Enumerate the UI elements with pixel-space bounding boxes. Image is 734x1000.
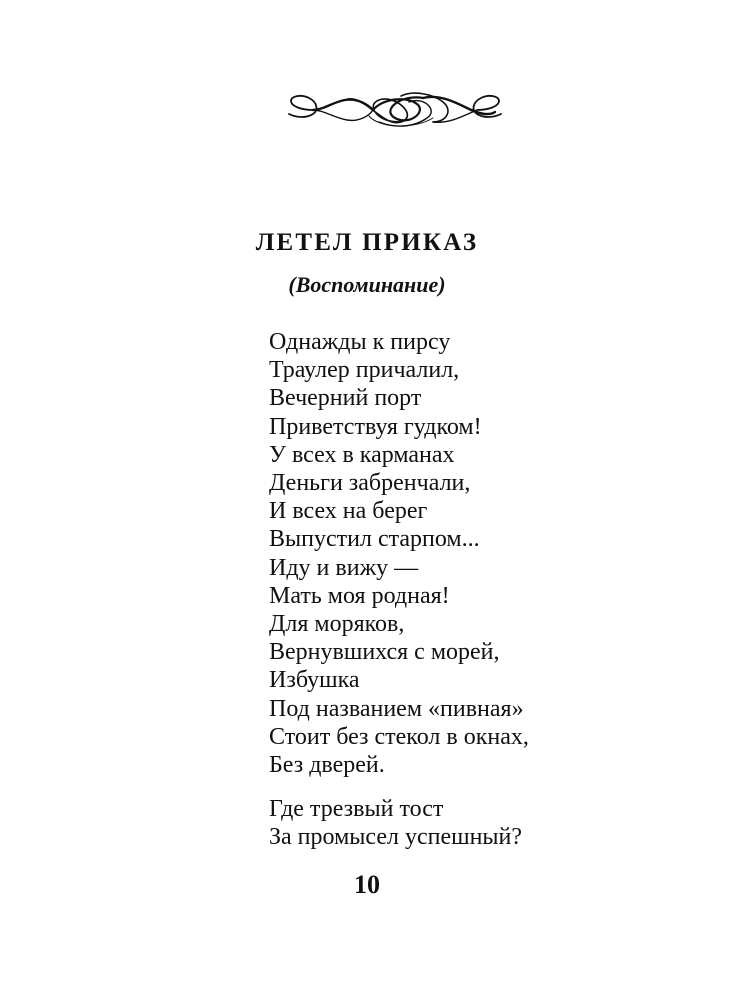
- poem-line: За промысел успешный?: [269, 824, 523, 851]
- poem-stanza: [269, 328, 529, 779]
- poem-line: У всех в карманах: [269, 441, 455, 468]
- page-number: 10: [354, 870, 380, 899]
- poem-line: Иду и вижу —: [269, 554, 419, 581]
- poem-title: ЛЕТЕЛ ПРИКАЗ: [255, 229, 479, 256]
- poem-line: Под названием «пивная»: [269, 695, 524, 722]
- poem-line: Приветствуя гудком!: [269, 413, 482, 440]
- poem-line: Где трезвый тост: [269, 796, 444, 822]
- poem-line: Траулер причалил,: [269, 357, 460, 384]
- poem-subtitle: (Воспоминание): [288, 272, 446, 297]
- poem-line: Деньги забренчали,: [269, 470, 471, 497]
- poem-line: Для моряков,: [269, 611, 405, 638]
- poem-line: Без дверей.: [269, 752, 385, 779]
- poem-line: Мать моя родная!: [269, 582, 450, 609]
- poem-line: Избушка: [269, 667, 360, 694]
- poem-line: Выпустил старпом...: [269, 526, 480, 553]
- poem-line: Вернувшихся с морей,: [269, 639, 500, 666]
- poem-line: Однажды к пирсу: [269, 329, 451, 355]
- poem-line: И всех на берег: [269, 498, 428, 525]
- poem-line: Стоит без стекол в окнах,: [269, 723, 529, 750]
- poem-line: Вечерний порт: [269, 385, 422, 412]
- flourish-ornament-icon: [283, 88, 507, 132]
- poem-stanza: [269, 795, 522, 851]
